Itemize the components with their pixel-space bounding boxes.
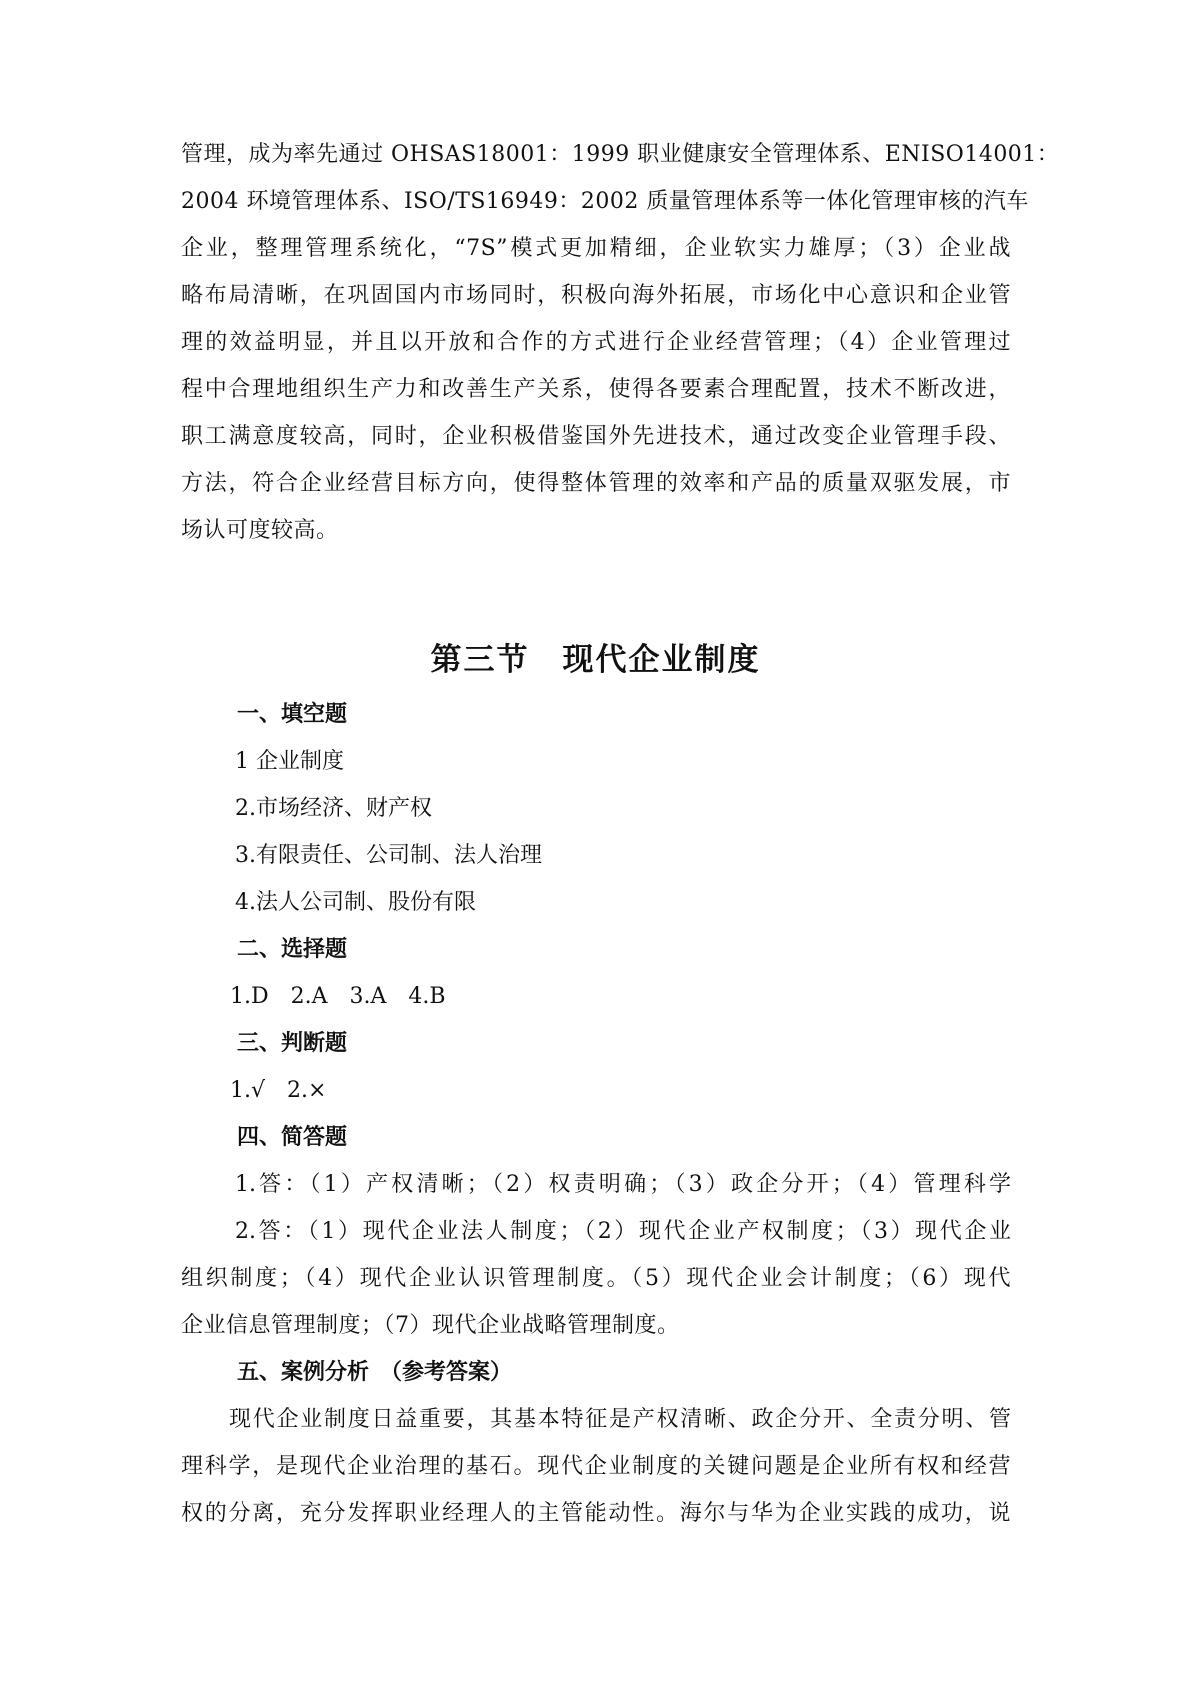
fill-blank-heading: 一、填空题 — [237, 702, 348, 727]
paragraph-line: 2004 环境管理体系、ISO/TS16949：2002 质量管理体系等一体化管理审核的汽车 — [181, 189, 1029, 214]
section-title: 第三节 现代企业制度 — [430, 642, 761, 678]
judge-answers: 1.√ 2.× — [230, 1078, 327, 1103]
judge-heading: 三、判断题 — [237, 1031, 348, 1056]
paragraph-line: 管理，成为率先通过 OHSAS18001：1999 职业健康安全管理体系、ENISO14001： — [181, 142, 1060, 167]
short-answer-2-line: 组织制度；（4）现代企业认识管理制度。（5）现代企业会计制度；（6）现代 — [181, 1266, 1011, 1291]
paragraph-line: 程中合理地组织生产力和改善生产关系，使得各要素合理配置，技术不断改进， — [181, 377, 1011, 402]
fill-blank-item: 1 企业制度 — [235, 749, 344, 774]
fill-blank-item: 2.市场经济、财产权 — [235, 796, 432, 821]
case-analysis-line: 权的分离，充分发挥职业经理人的主管能动性。海尔与华为企业实践的成功，说 — [181, 1501, 1011, 1526]
fill-blank-item: 3.有限责任、公司制、法人治理 — [235, 843, 542, 868]
short-answer-heading: 四、简答题 — [237, 1125, 348, 1150]
short-answer-2-line: 企业信息管理制度；（7）现代企业战略管理制度。 — [181, 1313, 680, 1338]
paragraph-line: 方法，符合企业经营目标方向，使得整体管理的效率和产品的质量双驱发展，市 — [181, 471, 1011, 496]
paragraph-line: 企业，整理管理系统化，“7S”模式更加精细，企业软实力雄厚；（3）企业战 — [181, 236, 1011, 261]
paragraph-line: 场认可度较高。 — [181, 518, 339, 543]
case-analysis-heading: 五、案例分析 （参考答案） — [237, 1360, 513, 1385]
short-answer-2-line: 2.答：（1）现代企业法人制度；（2）现代企业产权制度；（3）现代企业 — [235, 1219, 1011, 1244]
paragraph-line: 职工满意度较高，同时，企业积极借鉴国外先进技术，通过改变企业管理手段、 — [181, 424, 1011, 449]
choice-heading: 二、选择题 — [237, 937, 348, 962]
short-answer-1: 1.答：（1）产权清晰；（2）权责明确；（3）政企分开；（4）管理科学 — [235, 1172, 1011, 1197]
paragraph-line: 略布局清晰，在巩固国内市场同时，积极向海外拓展，市场化中心意识和企业管 — [181, 283, 1011, 308]
paragraph-line: 理的效益明显，并且以开放和合作的方式进行企业经营管理；（4）企业管理过 — [181, 330, 1011, 355]
choice-answers: 1.D 2.A 3.A 4.B — [230, 984, 446, 1009]
case-analysis-line: 现代企业制度日益重要，其基本特征是产权清晰、政企分开、全责分明、管 — [229, 1407, 1011, 1432]
fill-blank-item: 4.法人公司制、股份有限 — [235, 890, 476, 915]
case-analysis-line: 理科学，是现代企业治理的基石。现代企业制度的关键问题是企业所有权和经营 — [181, 1454, 1011, 1479]
